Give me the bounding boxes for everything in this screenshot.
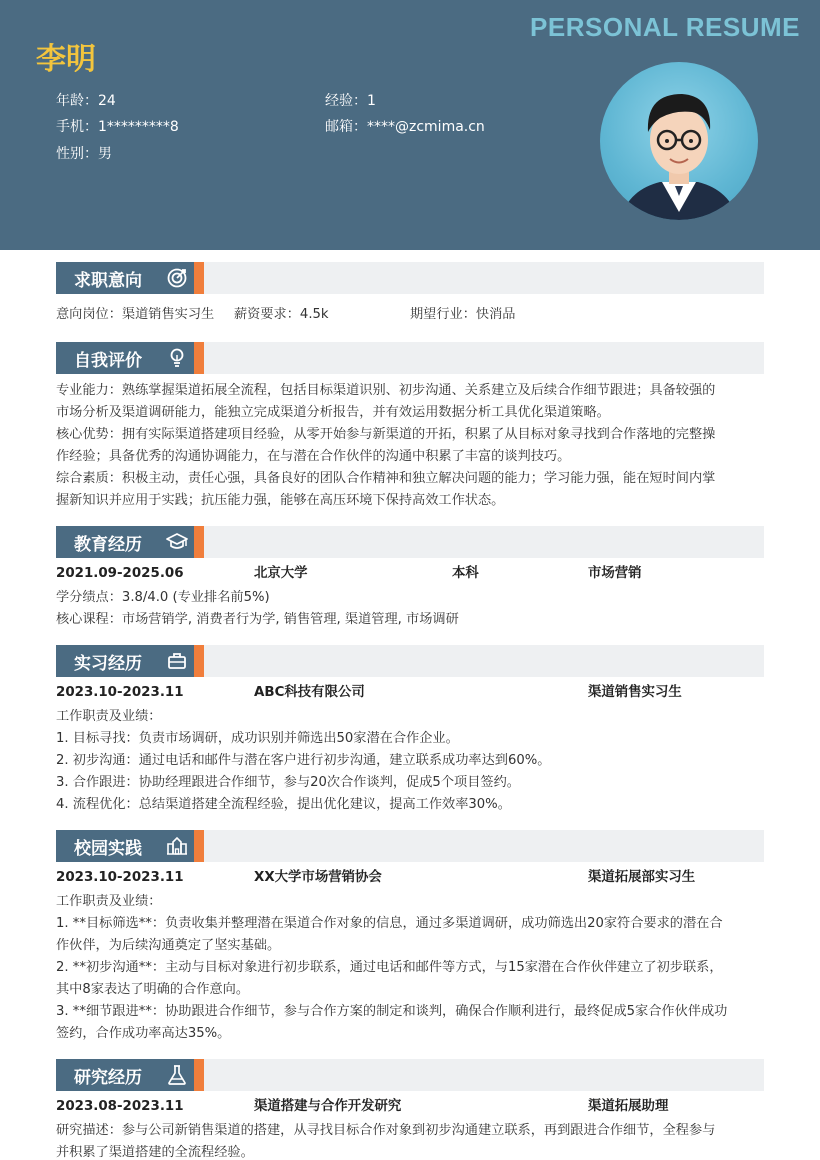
campus-organization: XX大学市场营销协会	[254, 870, 382, 885]
section-header	[56, 645, 194, 677]
section-accent	[194, 526, 204, 558]
research-role: 渠道拓展助理	[588, 1099, 669, 1114]
education-period: 2021.09-2025.06	[56, 566, 184, 581]
lightbulb-icon	[166, 347, 188, 369]
education-line: 学分绩点：3.8/4.0 (专业排名前5%)	[56, 590, 270, 605]
section-title: 实习经历	[74, 654, 142, 674]
school-building-icon	[166, 835, 188, 857]
campus-period: 2023.10-2023.11	[56, 870, 184, 885]
evaluation-line: 核心优势：拥有实际渠道搭建项目经验，从零开始参与新渠道的开拓，积累了从目标对象寻找到合作落地的完整操	[56, 427, 716, 442]
section-header	[56, 342, 194, 374]
section-education	[56, 526, 764, 558]
candidate-name: 李明	[36, 42, 96, 77]
campus-line: 3. **细节跟进**：协助跟进合作细节，参与合作方案的制定和谈判，确保合作顺利进行，最终促成5家合作伙伴成功	[56, 1004, 728, 1019]
section-header	[56, 262, 194, 294]
research-period: 2023.08-2023.11	[56, 1099, 184, 1114]
campus-line: 1. **目标筛选**：负责收集并整理潜在渠道合作对象的信息，通过多渠道调研，成功筛选出20家符合要求的潜在合	[56, 916, 723, 931]
internship-line: 工作职责及业绩：	[56, 709, 162, 724]
resume-header	[0, 0, 820, 250]
internship-line: 4. 流程优化：总结渠道搭建全流程经验，提出优化建议，提高工作效率30%。	[56, 797, 511, 812]
internship-period: 2023.10-2023.11	[56, 685, 184, 700]
internship-line: 2. 初步沟通：通过电话和邮件与潜在客户进行初步沟通，建立联系成功率达到60%。	[56, 753, 551, 768]
desired-industry: 期望行业：快消品	[410, 307, 516, 322]
section-self-evaluation	[56, 342, 764, 374]
profile-photo	[600, 62, 758, 220]
evaluation-line: 专业能力：熟练掌握渠道拓展全流程，包括目标渠道识别、初步沟通、关系建立及后续合作细节跟进；具备较强的	[56, 383, 716, 398]
research-project: 渠道搭建与合作开发研究	[254, 1099, 402, 1114]
age-info: 年龄：24	[56, 93, 116, 109]
resume-title: PERSONAL RESUME	[530, 12, 800, 42]
campus-line: 2. **初步沟通**：主动与目标对象进行初步联系，通过电话和邮件等方式，与15家潜在合作伙伴建立了初步联系，	[56, 960, 723, 975]
section-internship	[56, 645, 764, 677]
research-line: 研究描述：参与公司新销售渠道的搭建，从寻找目标合作对象到初步沟通建立联系，再到跟进合作细节，全程参与	[56, 1123, 716, 1138]
section-accent	[194, 830, 204, 862]
section-header	[56, 830, 194, 862]
section-title: 自我评价	[74, 351, 142, 371]
section-accent	[194, 342, 204, 374]
phone-info: 手机：1*********8	[56, 119, 179, 135]
section-accent	[194, 645, 204, 677]
education-line: 核心课程：市场营销学, 消费者行为学, 销售管理, 渠道管理, 市场调研	[56, 612, 459, 627]
internship-company: ABC科技有限公司	[254, 685, 365, 700]
target-icon	[166, 267, 188, 289]
section-title: 教育经历	[74, 535, 142, 555]
evaluation-line: 市场分析及渠道调研能力，能独立完成渠道分析报告，并有效运用数据分析工具优化渠道策略。	[56, 405, 610, 420]
section-accent	[194, 262, 204, 294]
section-title: 校园实践	[74, 839, 142, 859]
section-accent	[194, 1059, 204, 1091]
gender-info: 性别：男	[56, 146, 112, 162]
graduation-cap-icon	[166, 531, 188, 553]
section-header	[56, 1059, 194, 1091]
flask-icon	[166, 1064, 188, 1086]
evaluation-line: 握新知识并应用于实践；抗压能力强，能够在高压环境下保持高效工作状态。	[56, 493, 505, 508]
education-school: 北京大学	[254, 566, 308, 581]
section-title: 研究经历	[74, 1068, 142, 1088]
desired-position: 意向岗位：渠道销售实习生	[56, 307, 215, 322]
section-campus-practice	[56, 830, 764, 862]
intention-row	[56, 305, 214, 325]
education-major: 市场营销	[588, 566, 642, 581]
experience-info: 经验：1	[325, 93, 376, 109]
evaluation-line: 综合素质：积极主动，责任心强，具备良好的团队合作精神和独立解决问题的能力；学习能力强，能在短时间内掌	[56, 471, 716, 486]
portrait-illustration	[600, 62, 758, 220]
campus-role: 渠道拓展部实习生	[588, 870, 696, 885]
section-job-intention	[56, 262, 764, 294]
campus-line: 签约，合作成功率高达35%。	[56, 1026, 231, 1041]
internship-line: 3. 合作跟进：协助经理跟进合作细节，参与20次合作谈判，促成5个项目签约。	[56, 775, 520, 790]
section-research	[56, 1059, 764, 1091]
campus-line: 作伙伴，为后续沟通奠定了坚实基础。	[56, 938, 281, 953]
evaluation-line: 作经验；具备优秀的沟通协调能力，在与潜在合作伙伴的沟通中积累了丰富的谈判技巧。	[56, 449, 571, 464]
internship-line: 1. 目标寻找：负责市场调研，成功识别并筛选出50家潜在合作企业。	[56, 731, 459, 746]
campus-line: 工作职责及业绩：	[56, 894, 162, 909]
internship-role: 渠道销售实习生	[588, 685, 682, 700]
education-degree: 本科	[452, 566, 479, 581]
salary-requirement: 薪资要求：4.5k	[234, 307, 329, 322]
section-header	[56, 526, 194, 558]
research-line: 并积累了渠道搭建的全流程经验。	[56, 1145, 254, 1160]
section-title: 求职意向	[74, 271, 142, 291]
email-info: 邮箱：****@zcmima.cn	[325, 119, 485, 135]
campus-line: 其中8家表达了明确的合作意向。	[56, 982, 250, 997]
briefcase-icon	[166, 650, 188, 672]
